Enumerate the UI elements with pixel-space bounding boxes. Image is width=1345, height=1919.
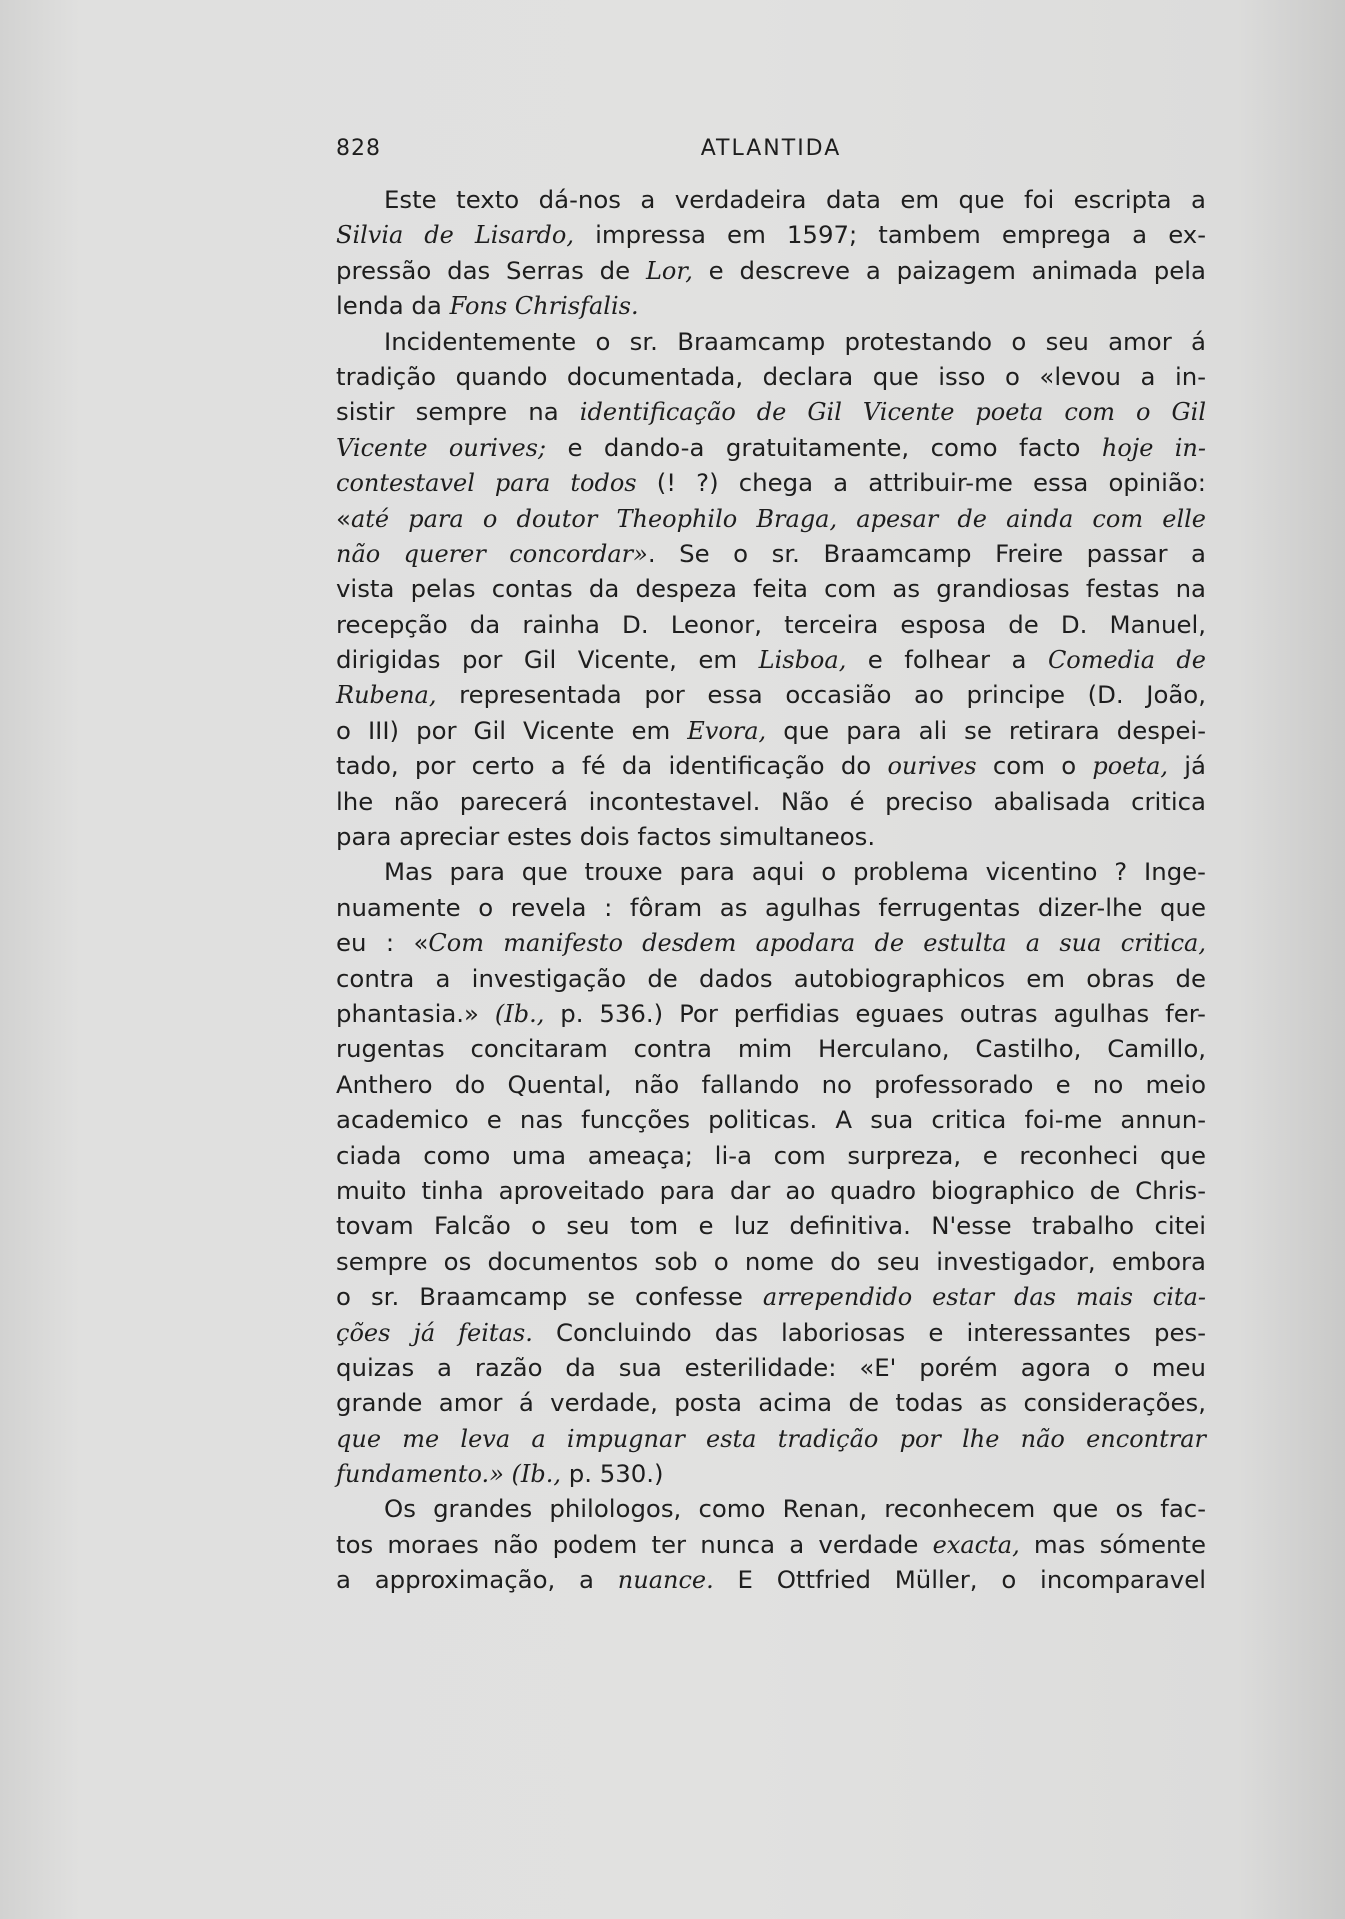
text-line <box>336 359 1206 394</box>
italic-segment: contestavel para todos <box>336 469 637 498</box>
text-segment: sempre os documentos sob o nome do seu investigador, embora <box>336 1246 1206 1276</box>
text-segment: representada por essa occasião ao principe (D. João, <box>436 680 1206 710</box>
text-line <box>336 1527 1206 1562</box>
italic-segment: hoje in- <box>1101 433 1206 462</box>
text-line <box>336 1031 1206 1066</box>
italic-segment: (Ib., <box>494 999 545 1028</box>
italic-segment: Lor, <box>645 256 693 285</box>
text-segment: nuamente o revela : fôram as agulhas ferrugentas dizer-lhe que <box>336 892 1206 922</box>
running-title: ATLANTIDA <box>700 136 842 161</box>
text-line <box>336 1279 1206 1314</box>
text-segment: contra a investigação de dados autobiographicos em obras de <box>336 963 1206 993</box>
text-segment: phantasia.» <box>336 998 495 1028</box>
text-line <box>336 961 1206 996</box>
text-segment: tado, por certo a fé da identificação do <box>336 751 888 781</box>
text-line <box>336 677 1206 712</box>
text-segment: quizas a razão da sua esterilidade: «E' porém agora o meu <box>336 1352 1206 1382</box>
italic-segment: Lisboa, <box>758 646 847 675</box>
text-segment: o III) por Gil Vicente em <box>336 715 688 745</box>
text-segment: tos moraes não podem ter nunca a verdade <box>336 1529 933 1559</box>
text-line <box>336 1173 1206 1208</box>
italic-segment: Rubena, <box>336 681 437 710</box>
text-line <box>336 394 1206 429</box>
text-line <box>336 536 1206 571</box>
text-line <box>336 1350 1206 1385</box>
text-segment: pressão das Serras de <box>336 255 646 285</box>
italic-segment: Evora, <box>687 716 767 745</box>
text-segment: com o <box>976 751 1093 781</box>
text-segment: Mas para que trouxe para aqui o problema vicentino ? Inge- <box>384 857 1206 887</box>
text-line <box>336 324 1206 359</box>
text-line <box>336 925 1206 960</box>
text-segment: Os grandes philologos, como Renan, reconhecem que os fac- <box>384 1494 1206 1524</box>
italic-segment: Silvia de Lisardo, <box>336 221 574 250</box>
italic-segment: Vicente ourives; <box>336 433 547 462</box>
text-line <box>336 1067 1206 1102</box>
italic-segment: Com manifesto desdem apodara de estulta a sua critica, <box>428 929 1206 958</box>
text-line <box>336 854 1206 889</box>
text-line <box>336 819 1206 854</box>
running-header <box>336 136 1206 176</box>
text-segment: para apreciar estes dois factos simultaneos. <box>336 822 876 852</box>
text-line <box>336 1562 1206 1597</box>
text-segment: recepção da rainha D. Leonor, terceira esposa de D. Manuel, <box>336 609 1206 639</box>
text-segment: o sr. Braamcamp se confesse <box>336 1282 763 1312</box>
italic-segment: ções já feitas. <box>336 1318 533 1347</box>
book-page <box>336 136 1206 1598</box>
text-line <box>336 996 1206 1031</box>
text-line <box>336 713 1206 748</box>
text-segment: mas sómente <box>1019 1529 1206 1559</box>
italic-segment: ourives <box>887 752 977 781</box>
text-line <box>336 1491 1206 1526</box>
text-line <box>336 1102 1206 1137</box>
text-segment: p. 536.) Por perfidias eguaes outras agulhas fer- <box>544 998 1206 1028</box>
text-segment: e descreve a paizagem animada pela <box>692 255 1207 285</box>
text-line <box>336 501 1206 536</box>
text-line <box>336 1208 1206 1243</box>
text-line <box>336 288 1206 323</box>
body-text <box>336 182 1206 1598</box>
italic-segment: identificação de Gil Vicente poeta com o Gil <box>579 398 1206 427</box>
text-segment: Concluindo das laboriosas e interessantes pes- <box>532 1317 1207 1347</box>
text-segment: . Se o sr. Braamcamp Freire passar a <box>647 538 1206 568</box>
italic-segment: não querer concordar» <box>336 539 648 568</box>
text-line <box>336 1138 1206 1173</box>
text-line <box>336 1456 1206 1491</box>
text-segment: p. 530.) <box>560 1459 664 1489</box>
text-segment: lhe não parecerá incontestavel. Não é preciso abalisada critica <box>336 786 1206 816</box>
text-segment: e folhear a <box>846 645 1048 675</box>
text-line <box>336 253 1206 288</box>
text-line <box>336 748 1206 783</box>
italic-segment: Comedia de <box>1047 646 1206 675</box>
text-segment: E Ottfried Müller, o incomparavel <box>713 1565 1206 1595</box>
text-line <box>336 430 1206 465</box>
text-line <box>336 217 1206 252</box>
italic-segment: fundamento.» (Ib., <box>336 1460 561 1489</box>
text-line <box>336 784 1206 819</box>
text-segment: e dando-a gratuitamente, como facto <box>546 432 1102 462</box>
text-segment: tradição quando documentada, declara que isso o «levou a in- <box>336 361 1206 391</box>
text-segment: dirigidas por Gil Vicente, em <box>336 645 759 675</box>
text-line <box>336 1385 1206 1420</box>
italic-segment: até para o doutor Theophilo Braga, apesar de ainda com elle <box>350 504 1206 533</box>
text-segment: sistir sempre na <box>336 397 580 427</box>
text-line <box>336 465 1206 500</box>
text-segment: eu : « <box>336 928 429 958</box>
text-segment: já <box>1168 751 1206 781</box>
text-segment: academico e nas funcções politicas. A sua critica foi-me annun- <box>336 1105 1206 1135</box>
italic-segment: que me leva a impugnar esta tradição por lhe não encontrar <box>336 1424 1206 1453</box>
text-segment: « <box>336 503 351 533</box>
text-line <box>336 182 1206 217</box>
italic-segment: arrependido estar das mais cita- <box>762 1283 1206 1312</box>
text-line <box>336 607 1206 642</box>
text-segment: Este texto dá-nos a verdadeira data em que foi escripta a <box>384 185 1206 214</box>
text-line <box>336 1244 1206 1279</box>
text-segment: que para ali se retirara despei- <box>766 715 1206 745</box>
text-line <box>336 890 1206 925</box>
text-segment: rugentas concitaram contra mim Herculano, Castilho, Camillo, <box>336 1034 1206 1064</box>
italic-segment: poeta, <box>1092 752 1169 781</box>
page-number: 828 <box>336 136 381 161</box>
text-segment: Incidentemente o sr. Braamcamp protestando o seu amor á <box>384 326 1206 356</box>
text-segment: Anthero do Quental, não fallando no professorado e no meio <box>336 1069 1206 1099</box>
text-segment: muito tinha aproveitado para dar ao quadro biographico de Chris- <box>336 1175 1206 1205</box>
text-segment: (! ?) chega a attribuir-me essa opinião: <box>636 468 1206 498</box>
italic-segment: exacta, <box>932 1530 1020 1559</box>
italic-segment: nuance. <box>617 1566 714 1595</box>
text-segment: impressa em 1597; tambem emprega a ex- <box>574 220 1207 250</box>
text-segment: vista pelas contas da despeza feita com as grandiosas festas na <box>336 574 1206 604</box>
italic-segment: Fons Chrisfalis. <box>449 292 639 321</box>
text-line <box>336 642 1206 677</box>
text-segment: ciada como uma ameaça; li-a com surpreza, e reconheci que <box>336 1140 1206 1170</box>
text-line <box>336 571 1206 606</box>
text-segment: a approximação, a <box>336 1565 618 1595</box>
text-segment: tovam Falcão o seu tom e luz definitiva. N'esse trabalho citei <box>336 1211 1206 1241</box>
text-line <box>336 1421 1206 1456</box>
text-segment: grande amor á verdade, posta acima de todas as considerações, <box>336 1388 1206 1418</box>
text-line <box>336 1315 1206 1350</box>
text-segment: lenda da <box>336 291 450 321</box>
